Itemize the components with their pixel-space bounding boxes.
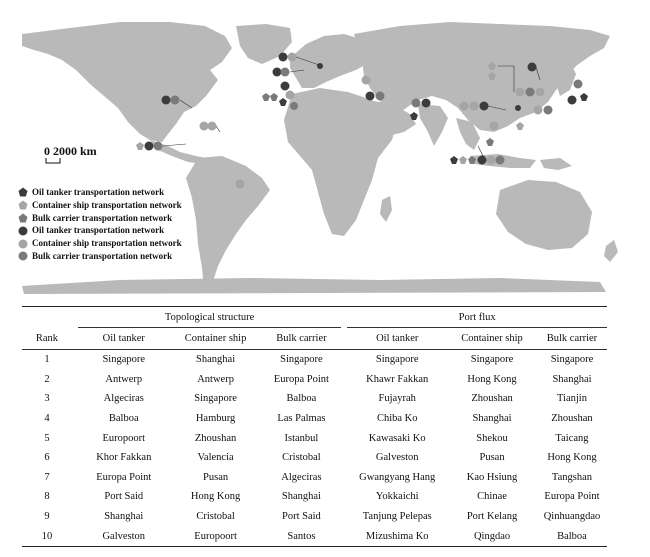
legend-item	[18, 250, 182, 263]
port-marker	[536, 88, 545, 97]
legend-item	[18, 186, 182, 199]
table-cell: Khawr Fakkan	[366, 373, 429, 385]
dark-pentagon-icon	[18, 187, 28, 197]
port-marker	[273, 68, 282, 77]
table-cell: Shanghai	[472, 413, 512, 425]
table-cell: Las Palmas	[277, 413, 326, 425]
table-cell: Kao Hsiung	[466, 471, 518, 483]
table-cell: Singapore	[280, 354, 323, 366]
table-cell: Balboa	[537, 526, 607, 546]
table-cell: Tangshan	[551, 471, 593, 483]
table-cell: Pusan	[203, 471, 229, 483]
table-cell: Zhoushan	[194, 432, 237, 444]
port-marker	[516, 88, 525, 97]
port-marker	[290, 102, 298, 110]
australia	[496, 180, 592, 250]
table-cell: Istanbul	[284, 432, 319, 444]
port-marker	[136, 142, 144, 150]
table-cell: Galveston	[78, 526, 170, 546]
table-column-header	[22, 328, 607, 350]
table-row	[22, 487, 607, 507]
leader-line	[216, 126, 220, 132]
port-marker	[200, 122, 209, 131]
legend-label: Container ship transportation network	[32, 199, 182, 210]
table-row	[22, 350, 607, 370]
port-marker	[317, 63, 323, 69]
rank-cell: 2	[44, 373, 50, 385]
port-marker	[460, 102, 469, 111]
table-cell: Kawasaki Ko	[368, 432, 426, 444]
port-marker	[286, 91, 295, 100]
col-topo-oil-tanker: Oil tanker	[78, 328, 170, 350]
port-marker	[366, 92, 375, 101]
port-marker	[279, 53, 288, 62]
table-cell: Singapore	[102, 354, 146, 366]
india	[418, 104, 448, 146]
rank-cell: 10	[22, 526, 72, 546]
table-cell: Pusan	[479, 452, 505, 464]
table-cell: Hong Kong	[190, 491, 241, 503]
table-cell: Shanghai	[281, 491, 321, 503]
port-marker	[154, 142, 163, 151]
port-marker	[528, 63, 537, 72]
table-row	[22, 370, 607, 390]
table-group-header	[22, 307, 607, 328]
rank-cell: 6	[44, 452, 50, 464]
antarctica	[22, 278, 606, 294]
table-cell: Antwerp	[197, 373, 234, 385]
port-marker	[162, 96, 171, 105]
table-cell: Antwerp	[105, 373, 143, 385]
port-marker	[450, 156, 458, 164]
table-cell: Shekou	[476, 432, 508, 444]
legend-label: Bulk carrier transportation network	[32, 212, 173, 223]
table-cell: Balboa	[286, 393, 317, 405]
table-cell: Hong Kong	[467, 373, 517, 385]
table-cell: Europoort	[170, 526, 262, 546]
table-cell: Algeciras	[103, 393, 144, 405]
port-marker	[574, 80, 583, 89]
table-cell: Shanghai	[196, 354, 236, 366]
table-row	[22, 526, 607, 546]
madagascar	[380, 196, 392, 222]
legend-label: Oil tanker transportation network	[32, 225, 165, 236]
table-cell: Port Said	[104, 491, 144, 503]
table-cell: Cristobal	[196, 511, 235, 523]
table-cell: Singapore	[470, 354, 514, 366]
africa	[284, 88, 396, 236]
col-flux-container-ship: Container ship	[447, 328, 537, 350]
legend-item	[18, 212, 182, 225]
port-marker	[422, 99, 431, 108]
table-cell: Tianjin	[556, 393, 587, 405]
legend-label: Container ship transportation network	[32, 238, 182, 249]
mid-circle-icon	[18, 251, 28, 261]
table-cell: Algeciras	[281, 471, 322, 483]
table-cell: Khor Fakkan	[96, 452, 152, 464]
port-marker	[171, 96, 180, 105]
table-cell: Singapore	[375, 354, 419, 366]
port-marker	[470, 102, 479, 111]
port-marker	[526, 88, 535, 97]
port-marker	[145, 142, 154, 151]
col-rank: Rank	[22, 328, 72, 350]
table-row	[22, 409, 607, 429]
south-america	[186, 156, 270, 288]
rank-cell: 1	[44, 354, 50, 366]
port-marker	[580, 93, 588, 101]
rank-cell: 4	[44, 413, 50, 425]
light-pentagon-icon	[18, 200, 28, 210]
table-cell: Gwangyang Hang	[359, 471, 436, 483]
legend-item	[18, 224, 182, 237]
scale-label: 0 2000 km	[44, 144, 97, 158]
table-cell: Europa Point	[273, 373, 329, 385]
port-marker	[270, 93, 278, 101]
table-cell: Europa Point	[544, 491, 600, 503]
port-marker	[281, 82, 290, 91]
mid-pentagon-icon	[18, 213, 28, 223]
port-marker	[487, 156, 496, 165]
rank-cell: 8	[44, 491, 50, 503]
port-marker	[496, 156, 505, 165]
port-marker	[490, 122, 499, 131]
port-marker	[236, 180, 245, 189]
table-cell: Singapore	[194, 393, 237, 405]
table-cell: Mizushima Ko	[347, 526, 447, 546]
port-marker	[515, 105, 521, 111]
table-cell: Zhoushan	[471, 393, 513, 405]
table-cell: Santos	[261, 526, 341, 546]
table-cell: Cristobal	[282, 452, 321, 464]
table-cell: Chiba Ko	[376, 413, 418, 425]
port-marker	[412, 99, 421, 108]
port-marker	[288, 53, 297, 62]
port-ranking-table	[22, 306, 607, 547]
rank-cell: 3	[44, 393, 50, 405]
port-marker	[534, 106, 543, 115]
table-cell: Chinae	[477, 491, 507, 503]
port-marker	[281, 68, 290, 77]
rank-cell: 5	[44, 432, 50, 444]
port-marker	[478, 156, 487, 165]
rank-cell: 7	[44, 471, 50, 483]
group-topological: Topological structure	[78, 307, 341, 328]
table-cell: Port Kelang	[466, 511, 518, 523]
port-marker	[279, 98, 287, 106]
legend-item	[18, 237, 182, 250]
table-cell: Europa Point	[96, 471, 152, 483]
table-cell: Singapore	[550, 354, 594, 366]
table-cell: Qinhuangdao	[543, 511, 601, 523]
port-marker	[262, 93, 270, 101]
port-marker	[208, 122, 217, 131]
table-cell: Galveston	[375, 452, 419, 464]
port-marker	[459, 156, 467, 164]
legend-label: Oil tanker transportation network	[32, 187, 165, 197]
table-cell: Zhoushan	[551, 413, 593, 425]
port-marker	[376, 92, 385, 101]
leader-line	[163, 144, 186, 146]
port-marker	[544, 106, 553, 115]
table-row	[22, 389, 607, 409]
table-cell: Qingdao	[447, 526, 537, 546]
port-marker	[486, 138, 494, 146]
table-cell: Hamburg	[195, 413, 236, 425]
port-marker	[568, 96, 577, 105]
port-marker	[516, 122, 524, 130]
col-topo-bulk-carrier: Bulk carrier	[261, 328, 341, 350]
table-cell: Yokkaichi	[375, 491, 419, 503]
new-zealand	[604, 240, 618, 262]
table-cell: Fujayrah	[378, 393, 416, 405]
legend-item	[18, 199, 182, 212]
table-cell: Valencia	[197, 452, 234, 464]
table-cell: Shanghai	[552, 373, 592, 385]
table-cell: Hong Kong	[547, 452, 597, 464]
table-row	[22, 507, 607, 527]
new-guinea	[540, 158, 572, 170]
table-cell: Tanjung Pelepas	[362, 511, 432, 523]
table-cell: Taicang	[555, 432, 589, 444]
group-port-flux: Port flux	[347, 307, 607, 328]
map-legend	[18, 186, 182, 263]
dark-circle-icon	[18, 226, 28, 236]
table-cell: Shanghai	[104, 511, 144, 523]
col-topo-container-ship: Container ship	[170, 328, 262, 350]
table-row	[22, 468, 607, 488]
legend-label: Bulk carrier transportation network	[32, 250, 173, 261]
table-row	[22, 448, 607, 468]
port-marker	[362, 76, 371, 85]
table-cell: Balboa	[108, 413, 139, 425]
col-flux-oil-tanker: Oil tanker	[347, 328, 447, 350]
table-cell: Europoort	[102, 432, 146, 444]
table-body	[22, 350, 607, 547]
table-cell: Port Said	[282, 511, 321, 523]
port-marker	[480, 102, 489, 111]
light-circle-icon	[18, 239, 28, 249]
table-row	[22, 428, 607, 448]
rank-cell: 9	[44, 511, 50, 523]
col-flux-bulk-carrier: Bulk carrier	[537, 328, 607, 350]
